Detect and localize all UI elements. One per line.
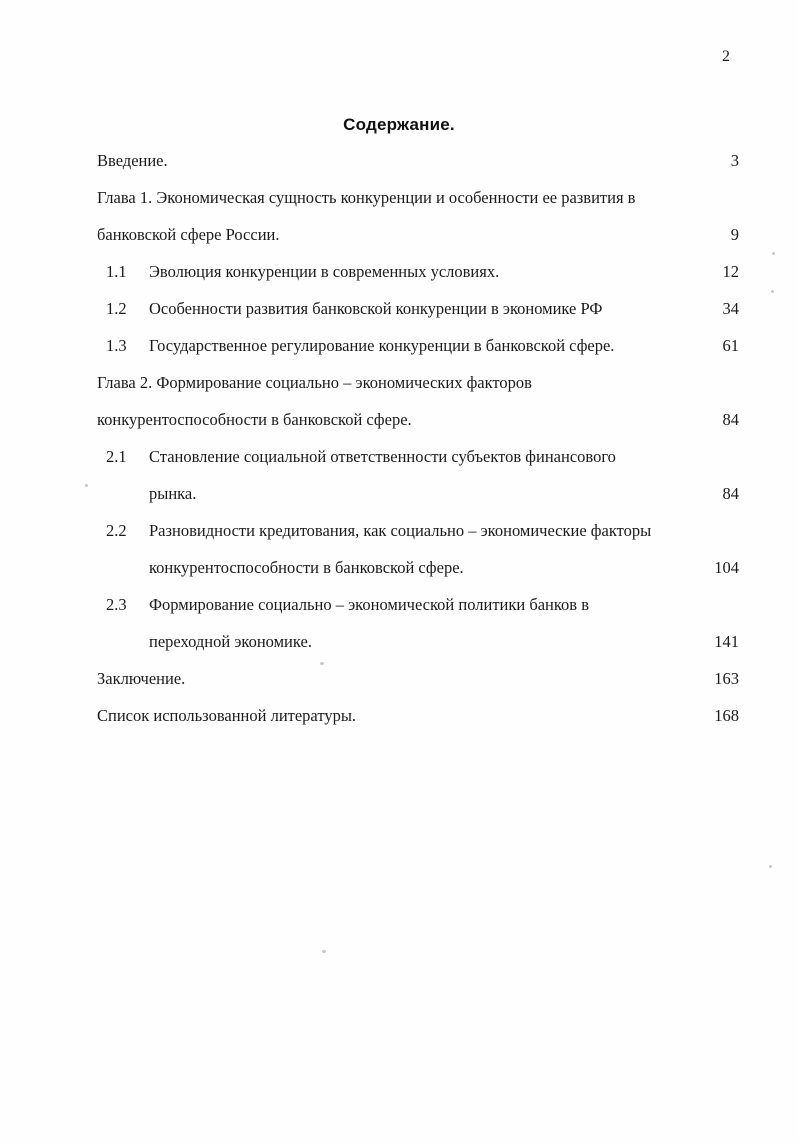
- toc-entry-label: Государственное регулирование конкуренции в банковской сфере.: [149, 336, 615, 355]
- toc-entry-number: 1.1: [106, 262, 127, 281]
- toc-entry-page: 9: [730, 225, 739, 244]
- toc-entry-section-1-3[interactable]: [97, 327, 739, 364]
- toc-entry-page: 168: [714, 706, 739, 725]
- toc-entry-chapter-1[interactable]: [97, 179, 739, 253]
- table-of-contents: [97, 142, 739, 734]
- toc-entry-page: 12: [722, 262, 739, 281]
- toc-entry-label: Глава 2. Формирование социально – экономических факторов: [97, 373, 532, 392]
- scan-speck: [772, 252, 775, 255]
- toc-entry-page: 61: [722, 336, 739, 355]
- scan-speck: [322, 950, 326, 953]
- toc-entry-label: Глава 1. Экономическая сущность конкуренции и особенности ее развития в: [97, 188, 636, 207]
- toc-entry-introduction[interactable]: [97, 142, 739, 179]
- toc-entry-label-cont: конкурентоспособности в банковской сфере.: [149, 558, 464, 577]
- toc-entry-label: Формирование социально – экономической политики банков в: [149, 595, 590, 614]
- toc-entry-label: Заключение.: [97, 669, 186, 688]
- toc-entry-label: Эволюция конкуренции в современных условиях.: [149, 262, 500, 281]
- toc-entry-label: Становление социальной ответственности субъектов финансового: [149, 447, 616, 466]
- toc-entry-label: Особенности развития банковской конкуренции в экономике РФ: [149, 299, 603, 318]
- toc-entry-label: Разновидности кредитования, как социально – экономические факторы: [149, 521, 652, 540]
- toc-entry-conclusion[interactable]: [97, 660, 739, 697]
- toc-entry-page: 104: [714, 558, 739, 577]
- toc-entry-number: 2.3: [106, 595, 127, 614]
- toc-entry-label-cont: банковской сфере России.: [97, 225, 280, 244]
- toc-entry-section-2-2[interactable]: [97, 512, 739, 586]
- toc-entry-page: 84: [722, 484, 739, 503]
- toc-entry-number: 1.3: [106, 336, 127, 355]
- toc-entry-chapter-2[interactable]: [97, 364, 739, 438]
- toc-entry-section-1-2[interactable]: [97, 290, 739, 327]
- toc-entry-section-2-3[interactable]: [97, 586, 739, 660]
- toc-entry-label-cont: рынка.: [149, 484, 197, 503]
- page-number: 2: [722, 48, 730, 65]
- scan-speck: [771, 290, 774, 293]
- toc-entry-label: Введение.: [97, 151, 168, 170]
- toc-entry-page: 3: [730, 151, 739, 170]
- toc-entry-section-2-1[interactable]: [97, 438, 739, 512]
- toc-entry-page: 34: [722, 299, 739, 318]
- toc-entry-page: 163: [714, 669, 739, 688]
- toc-entry-label-cont: конкурентоспособности в банковской сфере.: [97, 410, 412, 429]
- page-title: Содержание.: [343, 115, 455, 134]
- scan-speck: [320, 662, 324, 665]
- toc-entry-label-cont: переходной экономике.: [149, 632, 312, 651]
- toc-entry-page: 141: [714, 632, 739, 651]
- toc-entry-references[interactable]: [97, 697, 739, 734]
- toc-entry-section-1-1[interactable]: [97, 253, 739, 290]
- toc-entry-number: 2.2: [106, 521, 127, 540]
- scan-speck: [85, 484, 88, 487]
- toc-entry-page: 84: [722, 410, 739, 429]
- scan-speck: [769, 865, 772, 868]
- toc-entry-number: 1.2: [106, 299, 127, 318]
- toc-entry-number: 2.1: [106, 447, 127, 466]
- toc-entry-label: Список использованной литературы.: [97, 706, 357, 725]
